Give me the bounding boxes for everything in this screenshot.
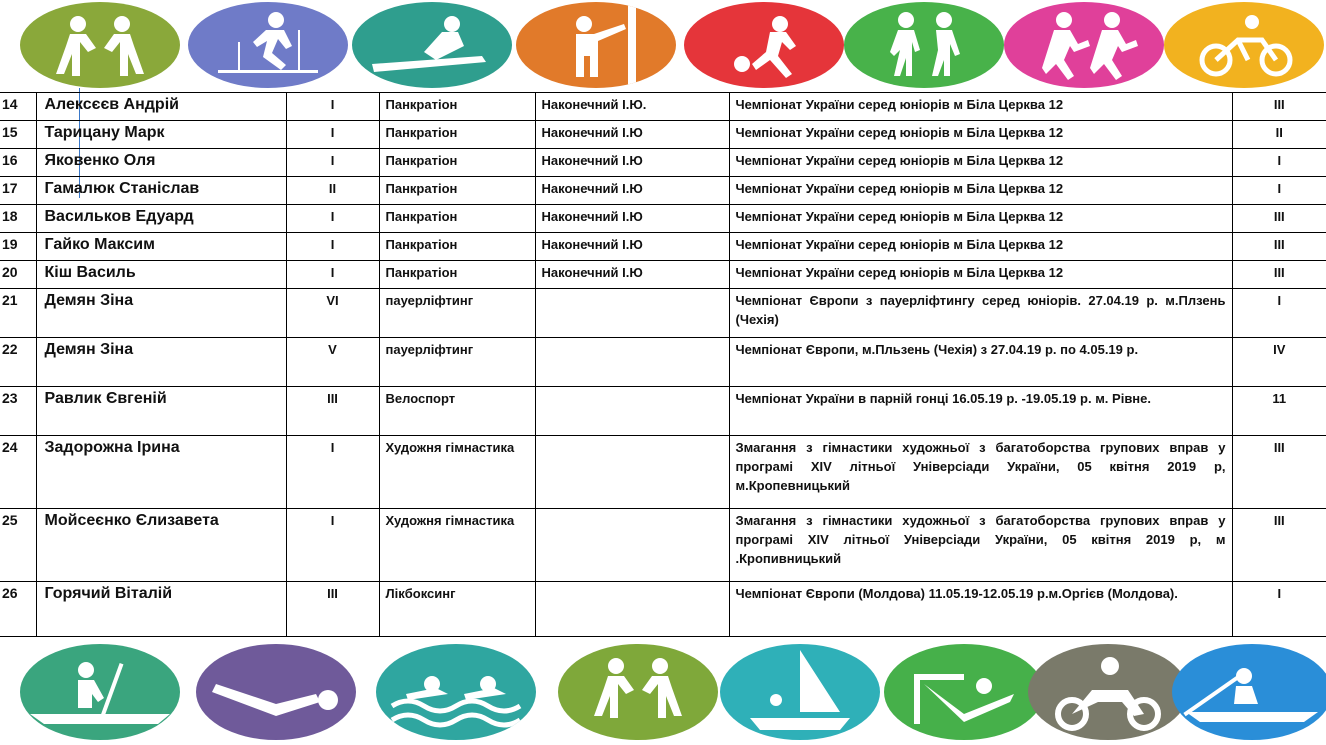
sport-cell: Велоспорт [379, 387, 535, 436]
row-number-cell: 20 [0, 261, 36, 289]
category-cell: I [286, 121, 379, 149]
boxing-icon [558, 644, 718, 740]
result-cell: I [1232, 149, 1326, 177]
sport-cell: пауерліфтинг [379, 289, 535, 338]
row-number-cell: 16 [0, 149, 36, 177]
result-cell: III [1232, 205, 1326, 233]
motocross-icon [1028, 644, 1188, 740]
result-cell: III [1232, 436, 1326, 509]
result-cell: IV [1232, 338, 1326, 387]
event-cell: Чемпіонат України серед юніорів м Біла Церква 12 [729, 149, 1232, 177]
row-number-cell: 18 [0, 205, 36, 233]
diving-icon [196, 644, 356, 740]
coach-cell [535, 582, 729, 637]
nordic-walking-icon [844, 2, 1004, 88]
event-cell: Чемпіонат Європи з пауерліфтингу серед юніорів. 27.04.19 р. м.Плзень (Чехія) [729, 289, 1232, 338]
table-row [0, 93, 1326, 121]
athlete-name-cell: Гайко Максим [36, 233, 286, 261]
result-cell: 11 [1232, 387, 1326, 436]
table-row [0, 289, 1326, 338]
sport-cell: Панкратіон [379, 233, 535, 261]
sport-icons-top-banner [0, 0, 1326, 92]
event-cell: Чемпіонат України серед юніорів м Біла Церква 12 [729, 261, 1232, 289]
sport-cell: Художня гімнастика [379, 509, 535, 582]
sport-cell: Панкратіон [379, 261, 535, 289]
result-cell: I [1232, 177, 1326, 205]
coach-cell: Наконечний І.Ю [535, 261, 729, 289]
table-row [0, 436, 1326, 509]
athlete-name-cell: Тарицану Марк [36, 121, 286, 149]
table-row [0, 121, 1326, 149]
gymnastics-icon [884, 644, 1044, 740]
sport-cell: Панкратіон [379, 121, 535, 149]
result-cell: III [1232, 233, 1326, 261]
sport-cell: пауерліфтинг [379, 338, 535, 387]
row-number-cell: 19 [0, 233, 36, 261]
shooting-icon [516, 2, 676, 88]
row-number-cell: 26 [0, 582, 36, 637]
table-row [0, 261, 1326, 289]
result-cell: III [1232, 93, 1326, 121]
sport-cell: Панкратіон [379, 177, 535, 205]
athlete-name-cell: Гамалюк Станіслав [36, 177, 286, 205]
athlete-name-cell: Кіш Василь [36, 261, 286, 289]
sport-cell: Панкратіон [379, 205, 535, 233]
table-row [0, 149, 1326, 177]
table-row [0, 387, 1326, 436]
kayaking-icon [1172, 644, 1326, 740]
row-number-cell: 17 [0, 177, 36, 205]
boxing-icon [20, 2, 180, 88]
table-row [0, 582, 1326, 637]
swimming-icon [376, 644, 536, 740]
category-cell: I [286, 233, 379, 261]
athlete-name-cell: Демян Зіна [36, 338, 286, 387]
results-document [0, 92, 1326, 637]
table-row [0, 509, 1326, 582]
athlete-name-cell: Равлик Євгеній [36, 387, 286, 436]
category-cell: II [286, 177, 379, 205]
category-cell: I [286, 261, 379, 289]
category-cell: V [286, 338, 379, 387]
category-cell: I [286, 149, 379, 177]
event-cell: Чемпіонат України серед юніорів м Біла Церква 12 [729, 233, 1232, 261]
table-row [0, 177, 1326, 205]
event-cell: Чемпіонат України серед юніорів м Біла Церква 12 [729, 93, 1232, 121]
row-number-cell: 23 [0, 387, 36, 436]
row-number-cell: 21 [0, 289, 36, 338]
table-row [0, 338, 1326, 387]
result-cell: I [1232, 289, 1326, 338]
coach-cell [535, 509, 729, 582]
athlete-name-cell: Задорожна Ірина [36, 436, 286, 509]
coach-cell [535, 387, 729, 436]
table-row [0, 233, 1326, 261]
category-cell: I [286, 436, 379, 509]
event-cell: Чемпіонат України в парній гонці 16.05.19 р. -19.05.19 р. м. Рівне. [729, 387, 1232, 436]
row-number-cell: 24 [0, 436, 36, 509]
bobsleigh-icon [352, 2, 512, 88]
row-number-cell: 15 [0, 121, 36, 149]
row-number-cell: 22 [0, 338, 36, 387]
athlete-name-cell: Мойсеєнко Єлизавета [36, 509, 286, 582]
coach-cell: Наконечний І.Ю [535, 121, 729, 149]
sport-cell: Лікбоксинг [379, 582, 535, 637]
coach-cell [535, 338, 729, 387]
athlete-name-cell: Васильков Едуард [36, 205, 286, 233]
athlete-name-cell: Горячий Віталій [36, 582, 286, 637]
event-cell: Чемпіонат України серед юніорів м Біла Церква 12 [729, 205, 1232, 233]
cross-country-skiing-icon [188, 2, 348, 88]
cycling-icon [1164, 2, 1324, 88]
event-cell: Чемпіонат Європи (Молдова) 11.05.19-12.05.19 р.м.Оргієв (Молдова). [729, 582, 1232, 637]
results-table [0, 92, 1326, 637]
row-number-cell: 25 [0, 509, 36, 582]
category-cell: VI [286, 289, 379, 338]
sport-icons-bottom-banner [0, 636, 1326, 745]
canoeing-icon [20, 644, 180, 740]
event-cell: Чемпіонат Європи, м.Пльзень (Чехія) з 27.04.19 р. по 4.05.19 р. [729, 338, 1232, 387]
athlete-name-cell: Демян Зіна [36, 289, 286, 338]
result-cell: I [1232, 582, 1326, 637]
category-cell: III [286, 582, 379, 637]
coach-cell [535, 436, 729, 509]
event-cell: Чемпіонат України серед юніорів м Біла Церква 12 [729, 177, 1232, 205]
result-cell: II [1232, 121, 1326, 149]
sport-cell: Художня гімнастика [379, 436, 535, 509]
sport-cell: Панкратіон [379, 93, 535, 121]
row-number-cell: 14 [0, 93, 36, 121]
sailing-icon [720, 644, 880, 740]
event-cell: Чемпіонат України серед юніорів м Біла Церква 12 [729, 121, 1232, 149]
coach-cell: Наконечний І.Ю. [535, 93, 729, 121]
coach-cell [535, 289, 729, 338]
event-cell: Змагання з гімнастики художньої з багатоборства групових вправ у програмі XIV літньої Універсіади України, 05 квітня 2019 р, м .Кропивницький [729, 509, 1232, 582]
athlete-name-cell: Яковенко Оля [36, 149, 286, 177]
football-icon [684, 2, 844, 88]
event-cell: Змагання з гімнастики художньої з багатоборства групових вправ у програмі XIV літньої Універсіади України, 05 квітня 2019 р, м.Кропевницький [729, 436, 1232, 509]
result-cell: III [1232, 261, 1326, 289]
category-cell: I [286, 205, 379, 233]
athlete-name-cell: Алексєєв Андрій [36, 93, 286, 121]
result-cell: III [1232, 509, 1326, 582]
category-cell: III [286, 387, 379, 436]
running-icon [1004, 2, 1164, 88]
category-cell: I [286, 509, 379, 582]
coach-cell: Наконечний І.Ю [535, 177, 729, 205]
sport-cell: Панкратіон [379, 149, 535, 177]
coach-cell: Наконечний І.Ю [535, 205, 729, 233]
category-cell: I [286, 93, 379, 121]
table-row [0, 205, 1326, 233]
coach-cell: Наконечний І.Ю [535, 233, 729, 261]
coach-cell: Наконечний І.Ю [535, 149, 729, 177]
